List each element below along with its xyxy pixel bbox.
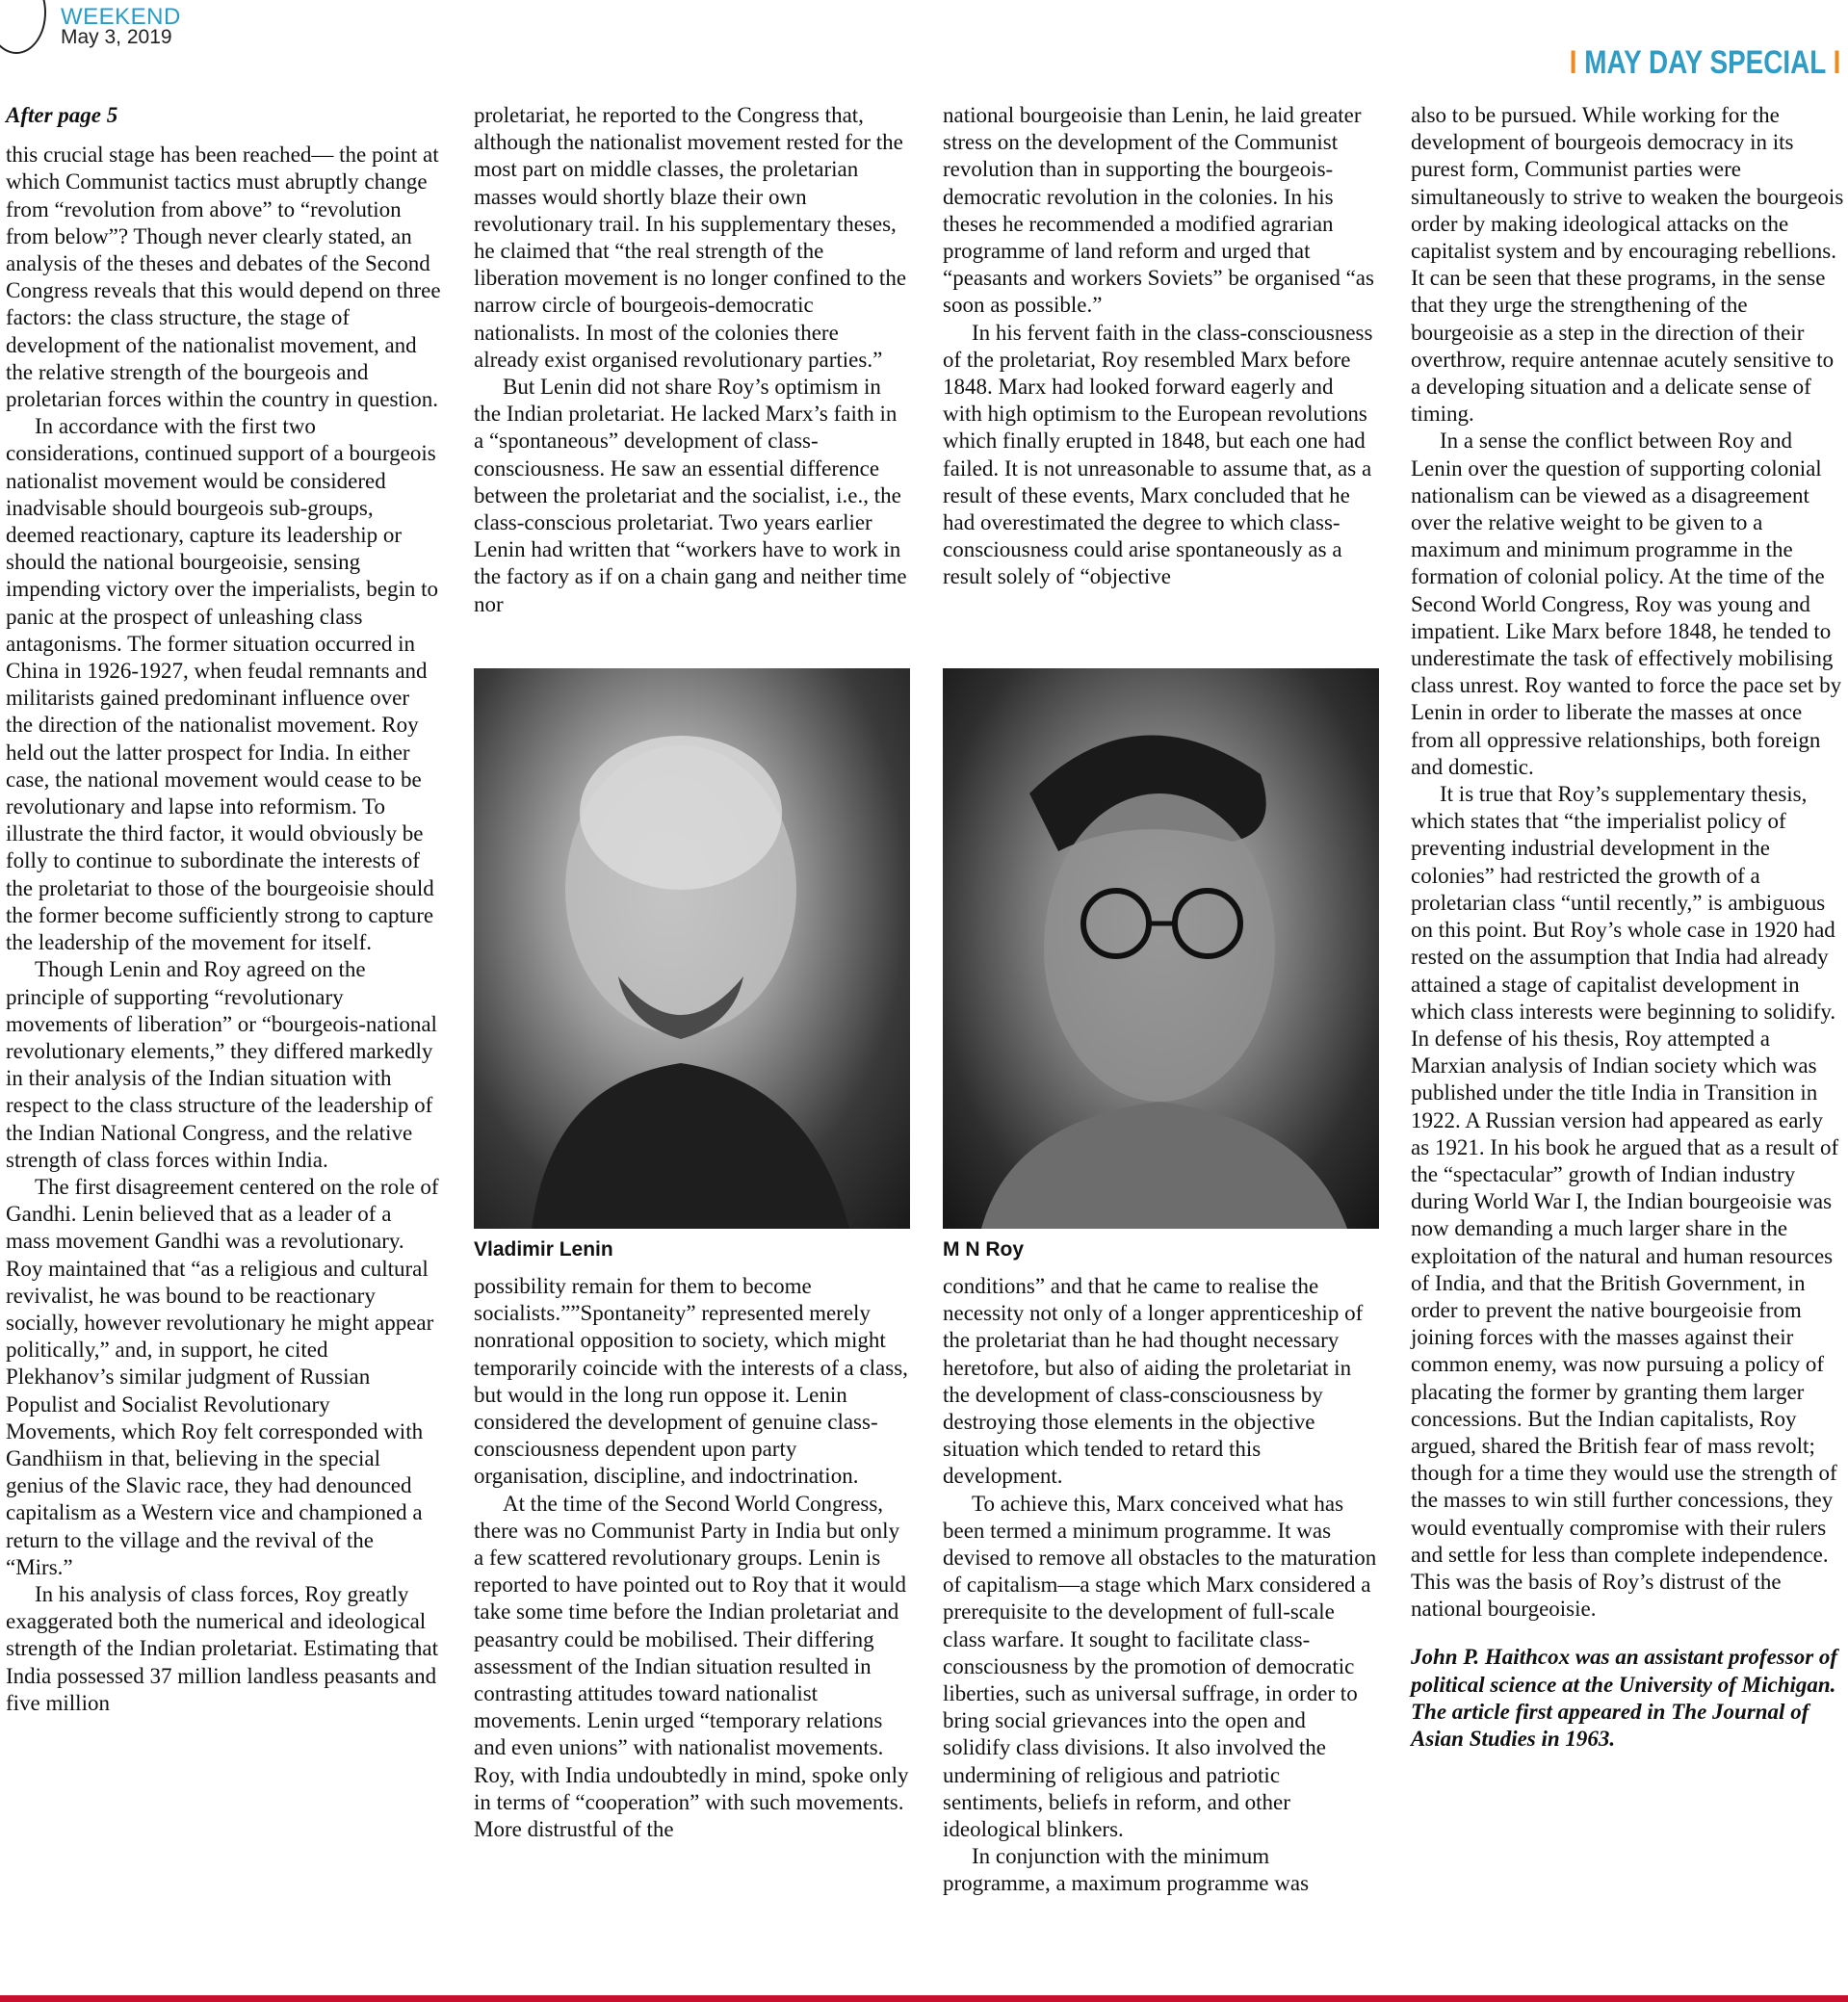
roy-photo <box>943 668 1379 1229</box>
paragraph: In a sense the conflict between Roy and Lenin over the question of supporting colonial nationalism can be viewed as a disagreement over the relative weight to be given to a maximum and minimum programme in the formation of colonial policy. At the time of the Second World Congress, Roy was young and impatient. Like Marx before 1848, he tended to underestimate the task of effectively mobilising class unrest. Roy wanted to force the pace set by Lenin in order to liberate the masses at once from all oppressive relationships, both foreign and domestic. <box>1411 429 1842 779</box>
photo-caption-lenin: Vladimir Lenin <box>474 1238 613 1261</box>
article-column-1 <box>6 102 441 1717</box>
paragraph: also to be pursued. While working for the development of bourgeois democracy in its purest form, Communist parties were simultaneously to strive to weaken the bourgeois order by making ideological attacks on the capitalist system and by encouraging rebellions. It can be seen that these programs, in the sense that they urge the strengthening of the bourgeoisie as a step in the direction of their overthrow, require antennae acutely sensitive to a developing situation and a delicate sense of timing. <box>1411 103 1844 427</box>
paragraph: The first disagreement centered on the role of Gandhi. Lenin believed that as a leader of a mass movement Gandhi was a revolutionary. Roy maintained that “as a religious and cultural revivalist, he was bound to be reactionary socially, however revolutionary he might appear politically,” and, in support, he cited Plekhanov’s similar judgment of Russian Populist and Socialist Revolutionary Movements, which Roy felt corresponded with Gandhiism in that, believing in the special genius of the Slavic race, they had denounced capitalism as a Western vice and championed a return to the village and the revival of the “Mirs.” <box>6 1174 439 1579</box>
paragraph: conditions” and that he came to realise the necessity not only of a longer apprenticeship of the proletariat than he had thought necessary heretofore, but also of aiding the proletariat in the development of class-consciousness by destroying those elements in the objective situation which tended to retard this development. <box>943 1274 1364 1489</box>
paragraph: In accordance with the first two considerations, continued support of a bourgeois nationalist movement would be considered inadvisable should bourgeois sub-groups, deemed reactionary, capture its leadership or should the national bourgeoisie, sensing impending victory over the imperialists, begin to panic at the prospect of unleashing class antagonisms. The former situation occurred in China in 1926-1927, when feudal remnants and militarists gained predominant influence over the direction of the nationalist movement. Roy held out the latter prospect for India. In either case, the national movement would cease to be revolutionary and lapse into reformism. To illustrate the third factor, it would obviously be folly to continue to subordinate the interests of the proletariat to those of the bourgeoisie should the former become sufficiently strong to capture the leadership of the movement for itself. <box>6 414 439 955</box>
paragraph: But Lenin did not share Roy’s optimism in the Indian proletariat. He lacked Marx’s faith in a “spontaneous” development of class-consciousness. He saw an essential difference between the proletariat and the socialist, i.e., the class-conscious proletariat. Two years earlier Lenin had written that “workers have to work in the factory as if on a chain gang and neither time nor <box>474 375 907 616</box>
continued-from: After page 5 <box>6 103 118 127</box>
author-bio: John P. Haithcox was an assistant professor of political science at the University of Michigan. The article first appeared in The Journal of Asian Studies in 1963. <box>1411 1645 1838 1751</box>
banner-bar-right: I <box>1833 44 1840 81</box>
lenin-portrait-illustration <box>474 668 910 1229</box>
page-number-circle <box>0 0 46 54</box>
section-banner <box>1569 44 1840 82</box>
masthead <box>0 0 193 58</box>
paragraph: It is true that Roy’s supplementary thesis, which states that “the imperialist policy of preventing industrial development in the colonies” had restricted the growth of a proletarian class “until recently,” is ambiguous on this point. But Roy’s whole case in 1920 had rested on the assumption that India had already attained a stage of capitalist development in which class interests were beginning to solidify. In defense of his thesis, Roy attempted a Marxian analysis of Indian society which was published under the title India in Transition in 1922. A Russian version had appeared as early as 1921. In his book he argued that as a result of the “spectacular” growth of Indian industry during World War I, the Indian bourgeoisie was now demanding a much larger share in the exploitation of the natural and human resources of India, and that the British Government, in order to prevent the native bourgeoisie from joining forces with the masses against their common enemy, was now pursuing a policy of placating the former by granting them larger concessions. But the Indian capitalists, Roy argued, shared the British fear of mass revolt; though for a time they would use the strength of the masses to win still further concessions, they would eventually compromise with their rulers and settle for less than complete independence. This was the basis of Roy’s distrust of the national bourgeoisie. <box>1411 782 1839 1622</box>
article-column-3-top <box>943 102 1378 591</box>
article-column-2-top <box>474 102 909 618</box>
lenin-photo <box>474 668 910 1229</box>
roy-portrait-illustration <box>943 668 1379 1229</box>
paragraph: proletariat, he reported to the Congress that, although the nationalist movement rested for the most part on middle classes, the proletarian masses would shortly blaze their own revolutionary trail. In his supplementary theses, he claimed that “the real strength of the liberation movement is no longer confined to the narrow circle of bourgeois-democratic nationalists. In most of the colonies there already exist organised revolutionary parties.” <box>474 103 907 372</box>
article-column-3-bottom <box>943 1273 1378 1898</box>
paragraph: In his fervent faith in the class-consciousness of the proletariat, Roy resembled Marx before 1848. Marx had looked forward eagerly and with high optimism to the European revolutions which finally erupted in 1848, but each one had failed. It is not unreasonable to assume that, as a result of these events, Marx concluded that he had overestimated the degree to which class-consciousness could arise spontaneously as a result solely of “objective <box>943 320 1373 589</box>
banner-label: MAY DAY SPECIAL <box>1583 44 1826 81</box>
paragraph: Though Lenin and Roy agreed on the principle of supporting “revolutionary movements of liberation” or “bourgeois-national revolutionary elements,” they differed markedly in their analysis of the Indian situation with respect to the class structure of the leadership of the Indian National Congress, and the relative strength of class forces within India. <box>6 957 437 1172</box>
paragraph: possibility remain for them to become socialists.””Spontaneity” represented merely nonrational opposition to society, which might temporarily coincide with the interests of a class, but would in the long run oppose it. Lenin considered the development of genuine class-consciousness dependent upon party organisation, discipline, and indoctrination. <box>474 1274 908 1489</box>
article-column-4 <box>1411 102 1846 1753</box>
paragraph: In conjunction with the minimum programme, a maximum programme was <box>943 1844 1310 1896</box>
article-column-2-bottom <box>474 1273 909 1843</box>
issue-date: May 3, 2019 <box>61 26 172 48</box>
photo-caption-roy: M N Roy <box>943 1238 1024 1261</box>
paragraph: To achieve this, Marx conceived what has been termed a minimum programme. It was devised to remove all obstacles to the maturation of capitalism—a stage which Marx considered a prerequisite to the development of full-scale class warfare. It sought to facilitate class-consciousness by the promotion of democratic liberties, such as universal suffrage, in order to bring social grievances into the open and solidify class divisions. It also involved the undermining of religious and patriotic sentiments, beliefs in reform, and other ideological blinkers. <box>943 1491 1377 1842</box>
section-name: WEEKEND <box>61 4 181 30</box>
paragraph: In his analysis of class forces, Roy greatly exaggerated both the numerical and ideological strength of the Indian proletariat. Estimating that India possessed 37 million landless peasants and five million <box>6 1581 439 1715</box>
paragraph: national bourgeoisie than Lenin, he laid greater stress on the development of the Communist revolution than in supporting the bourgeois-democratic revolution in the colonies. In his theses he recommended a modified agrarian programme of land reform and urged that “peasants and workers Soviets” be organised “as soon as possible.” <box>943 103 1374 318</box>
footer-rule <box>0 1995 1848 2002</box>
banner-bar-left: I <box>1569 44 1577 81</box>
paragraph: At the time of the Second World Congress, there was no Communist Party in India but only a few scattered revolutionary groups. Lenin is reported to have pointed out to Roy that it would take some time before the Indian proletariat and peasantry could be mobilised. Their differing assessment of the Indian situation resulted in contrasting attitudes toward nationalist movements. Lenin urged “temporary relations and even unions” with nationalist movements. Roy, with India undoubtedly in mind, spoke only in terms of “cooperation” with such movements. More distrustful of the <box>474 1491 909 1842</box>
paragraph: this crucial stage has been reached— the point at which Communist tactics must abruptly change from “revolution from above” to “revolution from below”? Though never clearly stated, an analysis of the theses and debates of the Second Congress reveals that this would depend on three factors: the class structure, the stage of development of the nationalist movement, and the relative strength of the bourgeois and proletarian forces within the country in question. <box>6 143 441 412</box>
